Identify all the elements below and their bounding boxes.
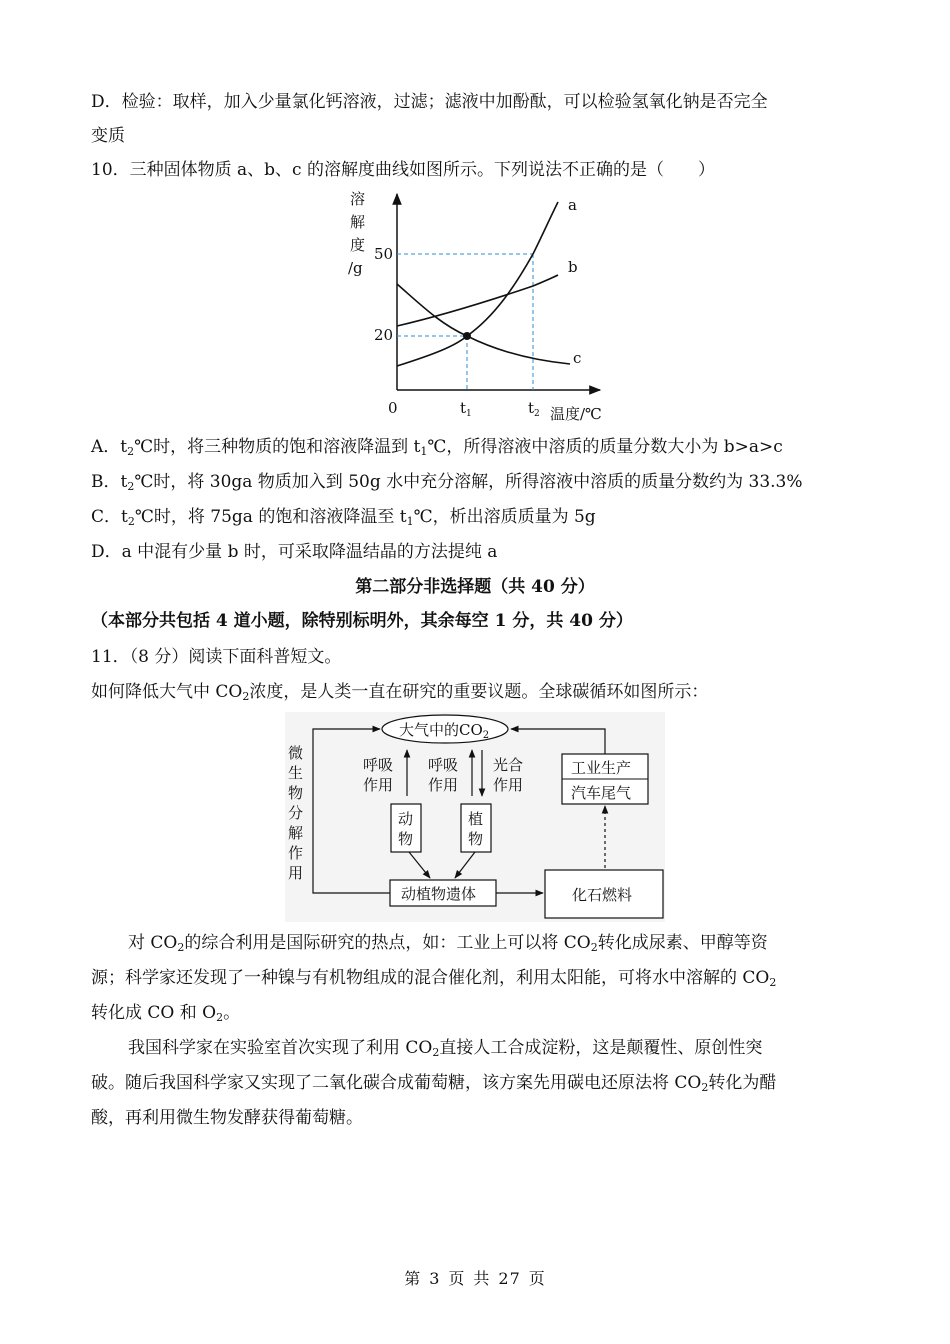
p1-line2: 源；科学家还发现了一种镍与有机物组成的混合催化剂，利用太阳能，可将水中溶解的 $CO_2$ — [91, 968, 777, 989]
ylabel-char-1: 溶 — [350, 190, 366, 208]
microbe-char-3: 物 — [288, 784, 304, 802]
carbon-cycle-diagram — [285, 712, 665, 922]
resp2-line2: 作用 — [428, 776, 459, 794]
q10-option-c: C．$t_2℃$时，将 75ga 的饱和溶液降温至 $t_1℃$，析出溶质质量为 5g — [91, 507, 596, 528]
resp1-line2: 作用 — [363, 776, 394, 794]
microbe-char-5: 解 — [288, 824, 304, 842]
total-pages: 27 — [498, 1269, 521, 1288]
p1-line1: 对 $CO_2$的综合利用是国际研究的热点，如：工业上可以将 $CO_2$转化成尿素、甲醇等资 — [128, 933, 768, 954]
q10-option-a: A．$t_2℃$时，将三种物质的饱和溶液降温到 $t_1℃$，所得溶液中溶质的质量分数大小为 b>a>c — [91, 437, 783, 458]
exhaust-label: 汽车尾气 — [571, 784, 632, 802]
section2-title: 第二部分非选择题（共 40 分） — [355, 577, 595, 597]
p2-line2: 破。随后我国科学家又实现了二氧化碳合成葡萄糖，该方案先用碳电还原法将 $CO_2$转化为醋 — [91, 1073, 777, 1094]
fossil-label: 化石燃料 — [572, 886, 633, 904]
x-tick-t2: $t_2$ — [528, 399, 540, 419]
p2-line3: 酸，再利用微生物发酵获得葡萄糖。 — [91, 1108, 363, 1128]
microbe-char-4: 分 — [288, 804, 304, 822]
origin-label: 0 — [388, 399, 398, 417]
q11-intro: 如何降低大气中 $CO_2$浓度，是人类一直在研究的重要议题。全球碳循环如图所示： — [91, 682, 709, 703]
curve-c — [397, 284, 570, 364]
ylabel-char-3: 度 — [350, 236, 366, 254]
section2-note: （本部分共包括 4 道小题，除特别标明外，其余每空 1 分，共 40 分） — [91, 611, 633, 631]
curve-b-label: b — [568, 258, 578, 276]
p1-line3: 转化成 CO 和 $O_2$。 — [91, 1003, 241, 1024]
ylabel-char-2: 解 — [350, 213, 366, 231]
intersection-point — [463, 332, 471, 340]
q10-option-d: D．a 中混有少量 b 时，可采取降温结晶的方法提纯 a — [91, 542, 498, 562]
photo-line1: 光合 — [493, 756, 524, 774]
plant-char-2: 物 — [468, 830, 484, 848]
page-number: 3 — [429, 1269, 441, 1288]
q10-stem: 10．三种固体物质 a、b、c 的溶解度曲线如图所示。下列说法不正确的是（ ） — [91, 160, 715, 180]
q10-option-b: B．$t_2℃$时，将 30ga 物质加入到 50g 水中充分溶解，所得溶液中溶质的质量分数约为 33.3% — [91, 472, 803, 493]
remains-label: 动植物遗体 — [401, 885, 477, 903]
q9-option-d-line2: 变质 — [91, 126, 125, 146]
resp1-line1: 呼吸 — [363, 756, 394, 774]
y-tick-20: 20 — [374, 326, 394, 344]
ylabel-char-4: /g — [348, 259, 363, 277]
microbe-char-7: 用 — [288, 864, 304, 882]
atmosphere-co2-label: 大气中的$CO_2$ — [399, 721, 490, 741]
curve-a-label: a — [568, 196, 577, 214]
q9-option-d-line1: D．检验：取样，加入少量氯化钙溶液，过滤；滤液中加酚酞，可以检验氢氧化钠是否完全 — [91, 92, 768, 112]
animal-char-2: 物 — [398, 830, 414, 848]
curve-c-label: c — [573, 349, 582, 367]
curve-b — [397, 275, 558, 326]
resp2-line1: 呼吸 — [428, 756, 459, 774]
photo-line2: 作用 — [493, 776, 524, 794]
p2-line1: 我国科学家在实验室首次实现了利用 $CO_2$直接人工合成淀粉，这是颠覆性、原创性突 — [128, 1038, 763, 1059]
microbe-char-2: 生 — [288, 764, 304, 782]
x-axis-label: 温度/℃ — [550, 405, 602, 423]
microbe-char-6: 作 — [288, 844, 304, 862]
page-footer: 第 3 页 共 27 页 — [404, 1269, 546, 1288]
q11-stem: 11．（8 分）阅读下面科普短文。 — [91, 647, 342, 667]
solubility-chart — [330, 186, 620, 426]
animal-char-1: 动 — [398, 810, 414, 828]
x-tick-t1: $t_1$ — [460, 399, 472, 419]
plant-char-1: 植 — [468, 810, 484, 828]
industry-label: 工业生产 — [571, 759, 632, 777]
y-tick-50: 50 — [374, 245, 394, 263]
microbe-char-1: 微 — [288, 744, 304, 762]
